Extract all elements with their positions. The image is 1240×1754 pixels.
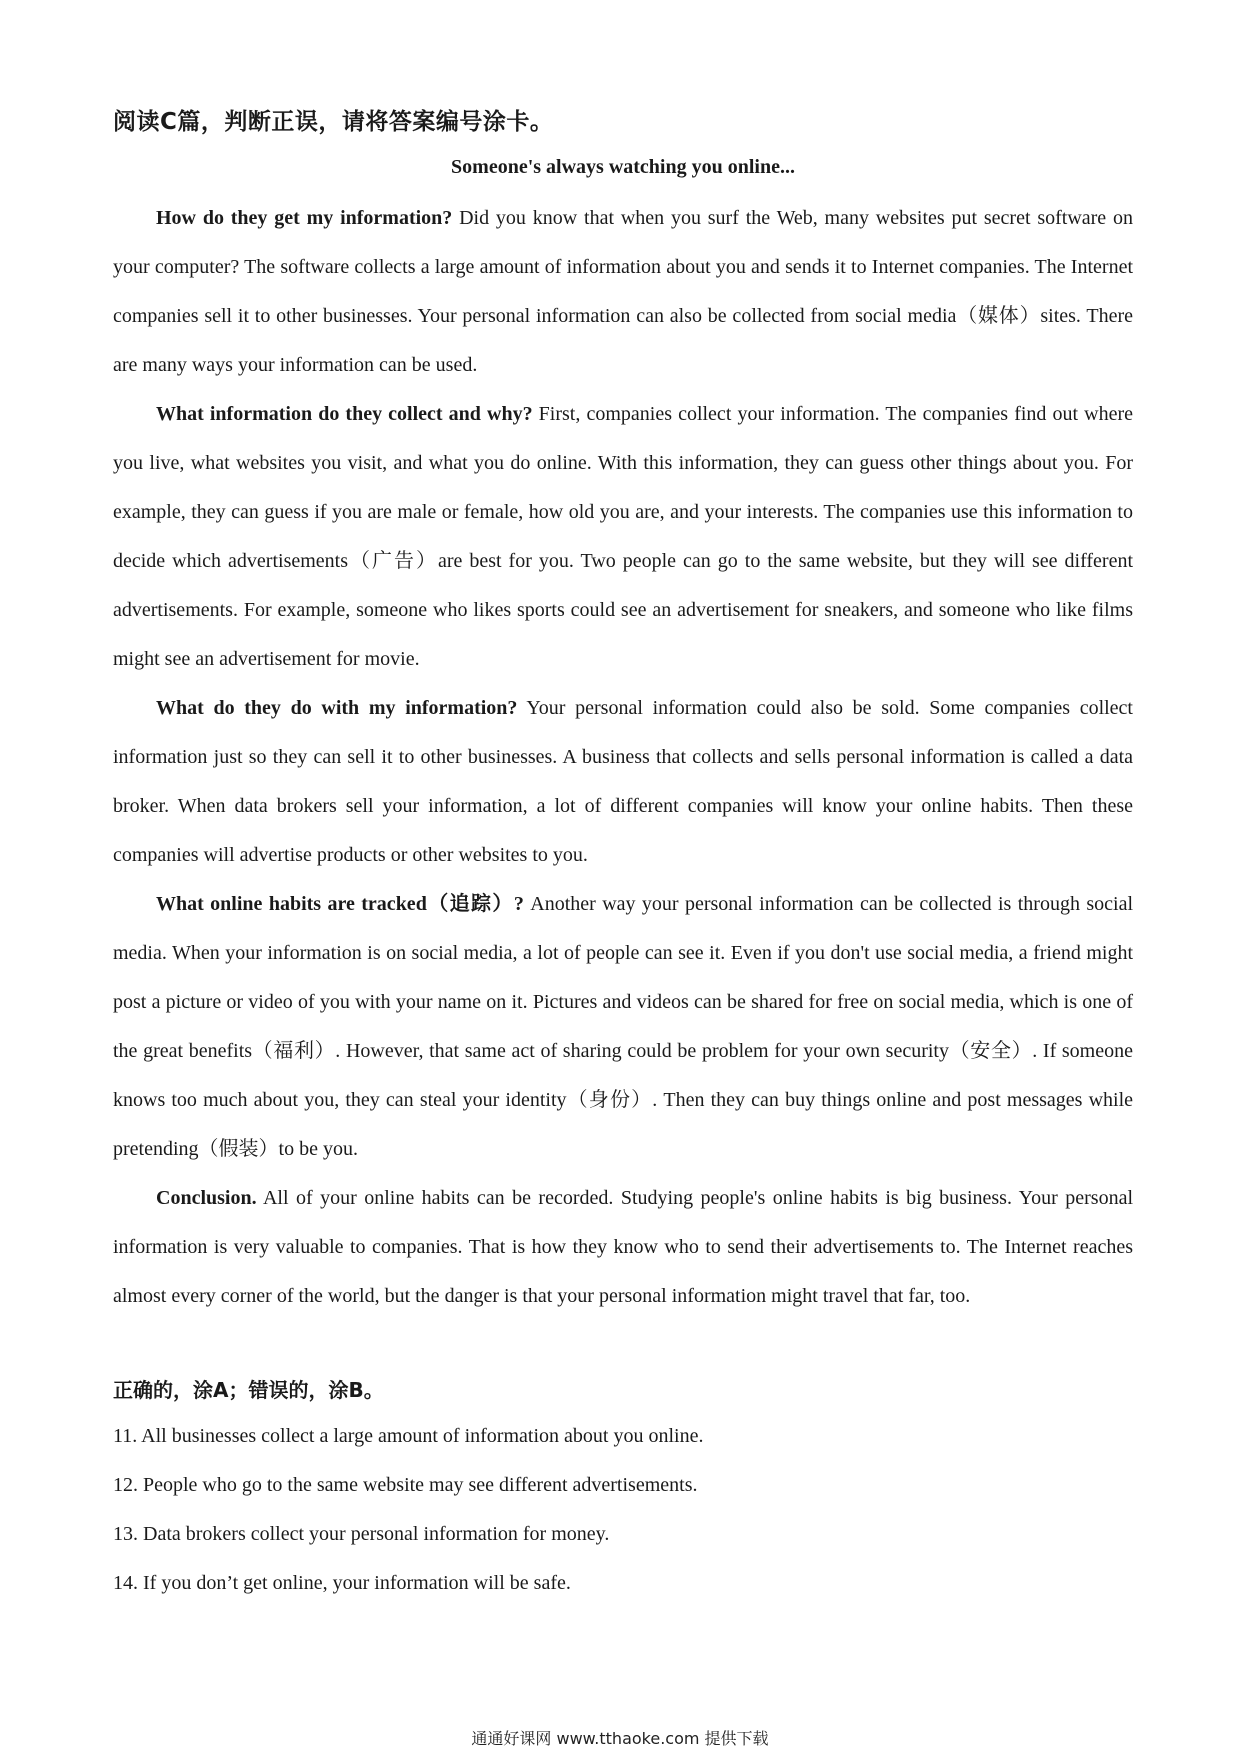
paragraph-2 [113, 390, 1133, 684]
question-item: 13. Data brokers collect your personal information for money. [113, 1523, 610, 1545]
paragraph-text: First, companies collect your information. The companies find out where you live, what websites you visit, and what you do online. With this information, they can guess other things about you. For example, they can guess if you are male or female, how old you are, and your interests. The companies use this information to decide which advertisements（广告）are best for you. Two people can go to the same website, but they will see different advertisements. For example, someone who likes sports could see an advertisement for sneakers, and someone who like films might see an advertisement for movie. [113, 403, 1134, 670]
paragraph-5 [113, 1174, 1133, 1321]
paragraph-text: All of your online habits can be recorded. Studying people's online habits is big business. Your personal information is very valuable to companies. That is how they know who to send their advertisements to. The Internet reaches almost every corner of the world, but the danger is that your personal information might travel that far, too. [113, 1187, 1133, 1307]
paragraph-heading: What online habits are tracked（追踪）? [156, 893, 524, 915]
paragraph-text: Another way your personal information can be collected is through social media. When your information is on social media, a lot of people can see it. Even if you don't use social media, a friend might post a picture or video of you with your name on it. Pictures and videos can be shared for free on social media, which is one of the great benefits（福利）. However, that same act of sharing could be problem for your own security（安全）. If someone knows too much about you, they can steal your identity（身份）. Then they can buy things online and post messages while pretending（假装）to be you. [113, 893, 1133, 1160]
paragraph-heading: Conclusion. [156, 1187, 257, 1209]
paragraph-heading: What information do they collect and why? [156, 403, 533, 425]
passage-body [113, 194, 1133, 1321]
paragraph-3 [113, 684, 1133, 880]
reading-instruction: 阅读C篇，判断正误，请将答案编号涂卡。 [113, 109, 554, 135]
paragraph-text: Your personal information could also be sold. Some companies collect information just so they can sell it to other businesses. A business that collects and sells personal information is called a data broker. When data brokers sell your information, a lot of different companies will know your online habits. Then these companies will advertise products or other websites to you. [113, 697, 1133, 866]
question-item: 12. People who go to the same website may see different advertisements. [113, 1474, 698, 1496]
question-item: 11. All businesses collect a large amount of information about you online. [113, 1425, 704, 1447]
question-item: 14. If you don’t get online, your information will be safe. [113, 1572, 571, 1594]
answer-key-instruction: 正确的，涂A；错误的，涂B。 [113, 1378, 384, 1402]
paragraph-heading: What do they do with my information? [156, 697, 518, 719]
paragraph-1 [113, 194, 1133, 390]
page-footer: 通通好课网 www.tthaoke.com 提供下载 [471, 1729, 769, 1748]
paragraph-4 [113, 880, 1133, 1174]
question-list [113, 1412, 1133, 1608]
paragraph-heading: How do they get my information? [156, 207, 453, 229]
paragraph-text: Did you know that when you surf the Web, many websites put secret software on your computer? The software collects a large amount of information about you and sends it to Internet companies. The Internet companies sell it to other businesses. Your personal information can also be collected from social media（媒体）sites. There are many ways your information can be used. [113, 207, 1134, 376]
passage-title: Someone's always watching you online... [451, 156, 795, 178]
